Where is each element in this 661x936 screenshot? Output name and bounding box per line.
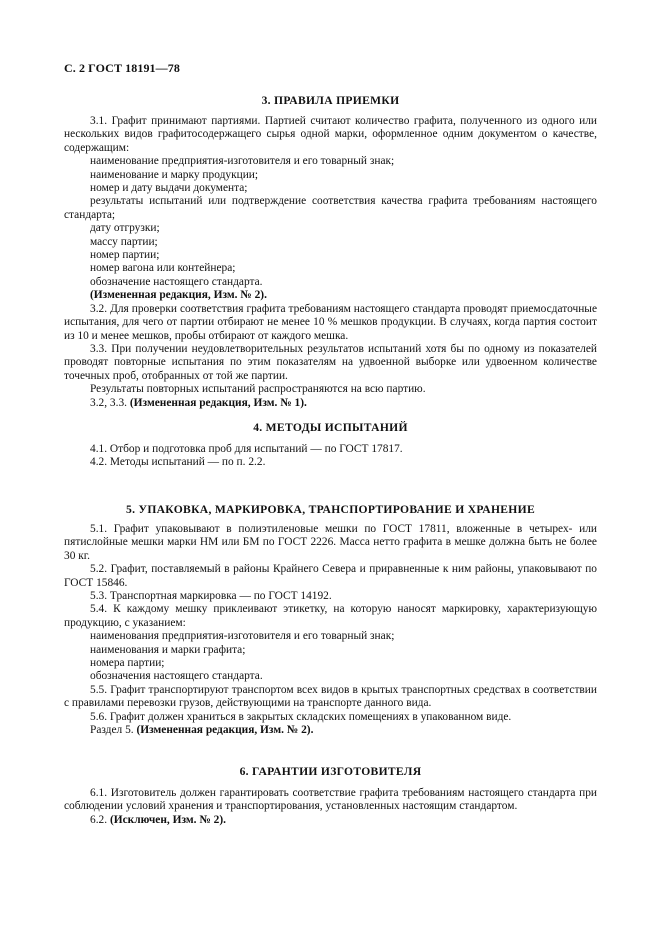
edit-note-1: (Измененная редакция, Изм. № 2). — [90, 289, 267, 302]
clause-4-2: 4.2. Методы испытаний — по п. 2.2. — [90, 456, 266, 469]
list-item: наименование и марку продукции; — [90, 168, 259, 181]
list-item: номера партии; — [90, 657, 165, 670]
note-prefix: Раздел 5. — [90, 724, 134, 737]
section-5-heading: 5. УПАКОВКА, МАРКИРОВКА, ТРАНСПОРТИРОВАНИЕ И ХРАНЕНИЕ — [126, 503, 535, 516]
section-3-heading: 3. ПРАВИЛА ПРИЕМКИ — [261, 94, 400, 107]
list-item: наименования и марки графита; — [90, 643, 246, 656]
section-6-heading: 6. ГАРАНТИИ ИЗГОТОВИТЕЛЯ — [239, 765, 422, 778]
list-item: дату отгрузки; — [90, 222, 160, 235]
list-item: обозначение настоящего стандарта. — [90, 275, 263, 288]
clause-5-4: 5.4. К каждому мешку приклеивают этикетку, на которую наносят маркировку, характеризующую продукцию, с указанием: — [64, 603, 597, 629]
clause-5-6: 5.6. Графит должен храниться в закрытых складских помещениях в упакованном виде. — [90, 710, 512, 723]
clause-5-5: 5.5. Графит транспортируют транспортом всех видов в крытых транспортных средствах в соответствии с правилами перевозки грузов, действующими на транспорте данного вида. — [64, 683, 597, 710]
clause-5-3: 5.3. Транспортная маркировка — по ГОСТ 14192. — [90, 590, 332, 603]
clause-6-2-number: 6.2. — [90, 813, 108, 826]
list-item: результаты испытаний или подтверждение соответствия качества графита требованиям настоящего стандарта; — [64, 195, 597, 221]
note-bold: (Измененная редакция, Изм. № 1). — [129, 396, 307, 409]
page-header: С. 2 ГОСТ 18191—78 — [64, 61, 180, 75]
note-prefix: 3.2, 3.3. — [90, 396, 128, 409]
list-item: наименования предприятия-изготовителя и его товарный знак; — [90, 630, 395, 643]
clause-3-3: 3.3. При получении неудовлетворительных результатов испытаний хотя бы по одному из показателей проводят повторные испытания по этим показателям на удвоенной выборке или удвоенном количестве точечных проб, отобранных от той же партии. — [64, 342, 597, 382]
edit-note-section-5 — [64, 724, 597, 737]
clause-6-1: 6.1. Изготовитель должен гарантировать соответствие графита требованиям настоящего стандарта при соблюдении условий хранения и транспортирования, установленных настоящим стандартом. — [64, 787, 597, 813]
clause-4-1: 4.1. Отбор и подготовка проб для испытаний — по ГОСТ 17817. — [90, 443, 403, 455]
clause-3-2: 3.2. Для проверки соответствия графита требованиям настоящего стандарта проводят приемосдаточные испытания, для чего от партии отбирают не менее 10 % мешков продукции. В случаях, когда партия состоит из 10 и менее мешков, пробы отбирают от каждого мешка. — [64, 302, 597, 342]
clause-5-2: 5.2. Графит, поставляемый в районы Крайнего Севера и приравненные к ним районы, упаковывают по ГОСТ 15846. — [64, 563, 597, 589]
clause-6-2 — [64, 814, 597, 827]
section-4-heading: 4. МЕТОДЫ ИСПЫТАНИЙ — [253, 421, 408, 434]
note-bold: (Измененная редакция, Изм. № 2). — [136, 724, 314, 737]
clause-6-2-note: (Исключен, Изм. № 2). — [109, 813, 226, 826]
clause-5-1: 5.1. Графит упаковывают в полиэтиленовые мешки по ГОСТ 17811, вложенные в четырех- или пятислойные мешки марки НМ или БМ по ГОСТ 2226. Масса нетто графита в мешке должна быть не более 30 кг. — [64, 523, 597, 562]
section-6 — [64, 787, 597, 827]
clause-3-3-results: Результаты повторных испытаний распространяются на всю партию. — [90, 383, 426, 396]
list-item: массу партии; — [90, 235, 158, 248]
label-contents-list — [64, 630, 597, 684]
section-5 — [64, 523, 597, 738]
clause-3-1: 3.1. Графит принимают партиями. Партией считают количество графита, полученного из одного или нескольких видов графитосодержащего сырья одной марки, оформленное одним документом о качестве, содержащим: — [64, 115, 597, 154]
document-contents-list — [64, 155, 597, 289]
list-item: номер партии; — [90, 249, 160, 262]
list-item: наименование предприятия-изготовителя и его товарный знак; — [90, 155, 395, 168]
edit-note-3-2-3-3 — [64, 397, 597, 410]
section-4 — [64, 443, 597, 470]
list-item: обозначения настоящего стандарта. — [90, 670, 263, 683]
section-3 — [64, 115, 597, 410]
list-item: номер и дату выдачи документа; — [90, 182, 248, 195]
list-item: номер вагона или контейнера; — [90, 262, 236, 275]
